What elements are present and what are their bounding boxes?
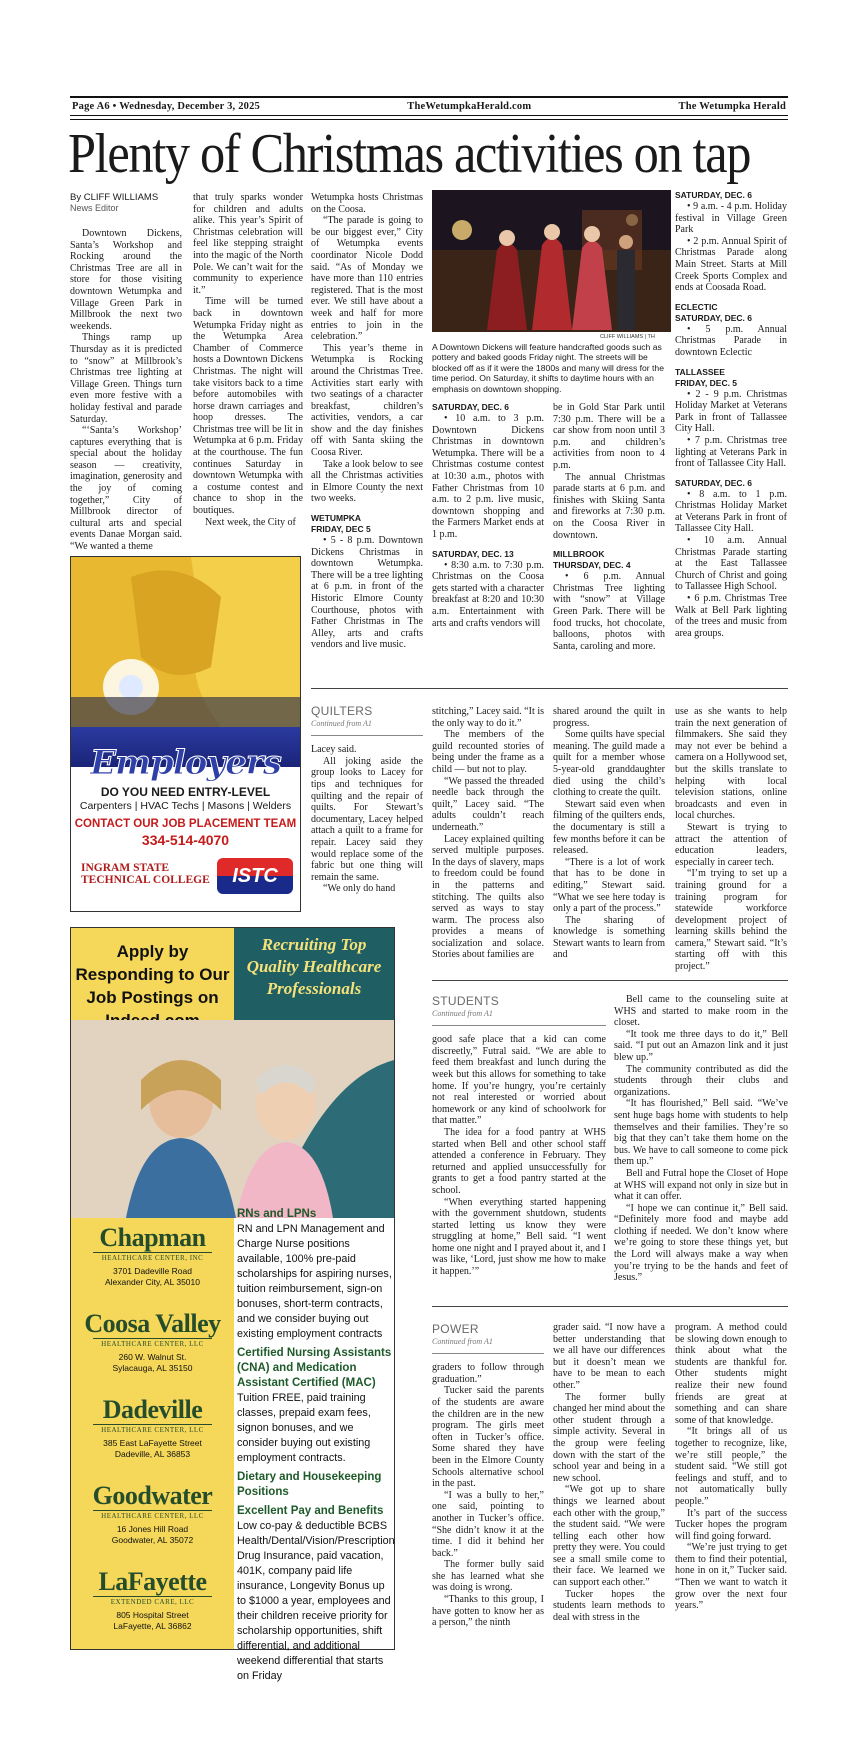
paragraph: “It has flourished,” Bell said. “We’ve sent huge bags home with students to help themselves and their families. They’re so big that they can’t take them home on the bus. We have to call someone to come pick them up.” (614, 1098, 788, 1168)
paragraph: All joking aside the group looks to Lacey for tips and techniques for quilting and the repair of quilts. For Stewart’s documentary, Lacey helped attach a quilt to a frame for repair. Lacey said they would replace some of the fabric but one thing will remain the same. (311, 755, 423, 883)
quilters-col-4 (675, 706, 787, 973)
continued-from: Continued from A1 (311, 718, 423, 737)
subhead: SATURDAY, DEC. 6 (675, 477, 752, 488)
paragraph: “We only do hand (323, 883, 396, 895)
byline (70, 192, 182, 214)
benefits-text: RN and LPN Management and Charge Nurse positions available, 100% pre-paid scholarships for aspiring nurses, tuition reimbursement, sign-on bonuses, short-term contracts, and we consider buying out existing employment contracts (237, 1223, 392, 1340)
schedule-col-b (553, 402, 665, 652)
dickens-photo (432, 190, 671, 332)
paragraph: program. A method could be slowing down enough to think about what the students are thankful for. Other students might realize their new found friends are great at something and can share some of that knowledge. (675, 1322, 787, 1426)
subhead: WETUMPKA (311, 513, 362, 524)
paragraph: “It brings all of us together to recognize, like, we’re still people,” the student said. “We still got feelings and stuff, and to not automatically bully people.” (675, 1426, 787, 1507)
welder-photo (71, 557, 300, 727)
subhead: TALLASSEE (675, 366, 725, 377)
paragraph: • 2 - 9 p.m. Christmas Holiday Market at Veterans Park in front of Tallassee City Hall. (675, 388, 787, 435)
paragraph: Stewart said even when filming of the quilters ends, the documentary is still a few months before it can be released. (553, 798, 665, 857)
benefits-text: Low co-pay & deductible BCBS Health/Dental/Vision/Prescription Drug Insurance, paid vacation, 401K, company paid life insurance, Longevity Bonus up to $1000 a year, employees and their children receive priority for scholarship opportunities, shift differential, and additional weekend differential that starts on Friday (237, 1520, 395, 1682)
paragraph: • 8 a.m. to 1 p.m. Christmas Holiday Market at Veterans Park in front of Tallassee City Hall. (675, 488, 787, 535)
quilters-col-2 (432, 706, 544, 961)
ad-trades: Carpenters | HVAC Techs | Masons | Welders (79, 800, 292, 812)
paragraph: The members of the guild recounted stories of being under the frame as a child — but not to play. (432, 729, 544, 775)
paragraph: “I’m trying to set up a training ground for a training program for statewide workforce development project of learning skills behind the camera,” Stewart said. “It’s starting off with this project.” (675, 868, 787, 973)
subhead: FRIDAY, DEC. 5 (675, 377, 738, 388)
facility-city: LaFayette, AL 36862 (113, 1621, 192, 1631)
facility-sub: HEALTHCARE CENTER, LLC (93, 1338, 212, 1348)
paragraph: “We’re just trying to get them to find their potential, hone in on it,” Tucker said. “Then we want to watch it grow over the next four years.” (675, 1542, 787, 1612)
paragraph: graders to follow through graduation.” (432, 1362, 544, 1385)
paragraph: Tucker said the parents of the students are aware the children are in the new program. The girls meet often in Tucker’s office. Some shared they have been in the Elmore County Schools alternative school in the past. (432, 1385, 544, 1490)
paragraph: Some quilts have special meaning. The guild made a quilt for a member whose 5-year-old granddaughter died using the child’s clothing to create the quilt. (553, 729, 665, 799)
carolers-illustration (432, 190, 671, 332)
facility-address: 3701 Dadeville Road (113, 1266, 192, 1276)
paragraph: The annual Christmas parade starts at 6 p.m. and finishes with Skiing Santa and fireworks at 7:30 p.m. on the Coosa River in downtown. (553, 471, 665, 541)
paragraph: Time will be turned back in downtown Wetumpka Friday night as the Wetumpka Area Chamber of Commerce hosts a Downtown Dickens Christmas. The night will take visitors back to a time before automobiles with horse drawn carriages and hoop dresses. The Christmas tree will be lit in Wetumpka at 6 p.m. Friday at the courthouse. The fun continues Saturday in downtown Wetumpka with a costume contest and chance to shop in the boutiques. (193, 296, 303, 517)
byline-role: News Editor (70, 203, 119, 213)
paragraph: Wetumpka hosts Christmas on the Coosa. (311, 192, 423, 215)
paragraph: Things ramp up Thursday as it is predicted to “snow” at Millbrook’s Christmas tree lighting at Village Green. Things turn even more festive with a holiday festival and parade Saturday. (70, 332, 182, 425)
section-title: QUILTERS (311, 704, 373, 718)
site-url[interactable]: TheWetumpkaHerald.com (407, 101, 532, 112)
paragraph: Bell and Futral hope the Closet of Hope at WHS will expand not only in size but in what it can offer. (614, 1167, 788, 1203)
paragraph: good safe place that a kid can come discreetly,” Futral said. “We are able to feed them breakfast and lunch during the week but this allows for something to take home. If you’re hungry, you’re certainly not real interested or worried about homework or any kind of schoolwork for that matter.” (432, 1034, 606, 1127)
benefits-heading: Certified Nursing Assistants (CNA) and Medication Assistant Certified (MAC) (237, 1347, 392, 1389)
paragraph: • 6 p.m. Annual Christmas Tree lighting with “snow” at Village Green Park. There will be food trucks, hot chocolate, balloons, photos with Santa, caroling and more. (553, 571, 665, 652)
paragraph: “I was a bully to her,” one said, pointing to another in Tucker’s office. “She didn’t know it at the time. I did it behind her back.” (432, 1489, 544, 1559)
facility-coosa-valley (71, 1310, 234, 1374)
section-title: POWER (432, 1322, 479, 1336)
istc-logo: ISTC (217, 858, 293, 894)
power-col-3 (675, 1322, 787, 1612)
paper-name: The Wetumpka Herald (678, 101, 786, 112)
lead-col-2 (193, 192, 303, 528)
facility-address: 260 W. Walnut St. (118, 1352, 187, 1362)
subhead: ECLECTIC (675, 301, 718, 312)
paragraph: stitching,” Lacey said. “It is the only way to do it.” (432, 706, 544, 729)
subhead: THURSDAY, DEC. 4 (553, 560, 631, 571)
paragraph: use as she wants to help train the next generation of filmmakers. She said they may not ever be behind a camera on a Hollywood set, but the skills translate to helping with local television stations, online broadcasts and even in local churches. (675, 706, 787, 822)
facility-name: Dadeville (102, 1395, 203, 1424)
facility-sub: EXTENDED CARE, LLC (93, 1596, 212, 1606)
facility-city: Dadeville, AL 36853 (114, 1449, 191, 1459)
paragraph: shared around the quilt in progress. (553, 706, 665, 729)
benefits-heading: Dietary and Housekeeping Positions (237, 1471, 382, 1498)
healthcare-ad[interactable] (70, 927, 395, 1682)
headline: Plenty of Christmas activities on tap (68, 123, 751, 185)
paragraph: “We passed the threaded needle back through the quilt,” Lacey said. “The adults couldn’t reach underneath.” (432, 775, 544, 833)
power-col-2 (553, 1322, 665, 1623)
power-col-1 (432, 1324, 544, 1629)
paragraph: It’s part of the success Tucker hopes the program will find going forward. (675, 1507, 787, 1542)
benefits-heading: RNs and LPNs (237, 1208, 317, 1220)
recruiting-text: Recruiting Top Quality Healthcare Professionals (234, 928, 394, 1020)
facility-lafayette (71, 1568, 234, 1632)
section-rule (432, 1306, 788, 1307)
subhead: SATURDAY, DEC. 6 (675, 312, 752, 323)
subhead: SATURDAY, DEC. 6 (675, 190, 752, 200)
schedule-col-c (675, 190, 787, 639)
photo-credit: CLIFF WILLIAMS | TH (600, 334, 655, 340)
paragraph: “I hope we can continue it,” Bell said. “Definitely more food and maybe add clothing if needed. We don’t know where we’re going to store these things yet, but the Lord will always make a way when you’re trying to be the hands and feet of Jesus.” (614, 1202, 788, 1284)
facility-dadeville (71, 1396, 234, 1460)
quilters-col-3 (553, 706, 665, 961)
paragraph: Downtown Dickens, Santa’s Workshop and Rocking around the Christmas Tree are all in store for those visiting downtown Wetumpka and Village Green Park in Millbrook the next two weekends. (70, 228, 182, 332)
paragraph: • 10 a.m. Annual Christmas Parade starting at the East Tallassee Church of Christ and going to Tallassee High School. (675, 535, 787, 593)
college-name: INGRAM STATE TECHNICAL COLLEGE (81, 862, 210, 886)
paragraph: • 2 p.m. Annual Spirit of Christmas Parade along Main Street. Starts at Mill Creek Sports Complex and ends at Coosada Road. (675, 235, 787, 294)
paragraph: Lacey explained quilting served multiple purposes. In the days of slavery, maps to freedom could be found in the patterns and stitching. The quilts also served as ways to stay warm. The process also provides a means of socialization and solace. Stories about families are (432, 833, 544, 961)
employers-title: Employers (90, 743, 281, 783)
paragraph: The sharing of knowledge is something Stewart wants to learn from and (553, 914, 665, 961)
paragraph: • 6 p.m. Christmas Tree Walk at Bell Park lighting of the trees and music from area groups. (675, 593, 787, 639)
facility-chapman (71, 1224, 234, 1288)
paragraph: Take a look below to see all the Christmas activities in Elmore County the next two weeks. (311, 458, 423, 505)
section-rule (432, 980, 788, 981)
paragraph: • 8:30 a.m. to 7:30 p.m. Christmas on the Coosa gets started with a character breakfast at 8:20 and 10:30 a.m. Entertainment with arts and crafts vendors will (432, 559, 544, 629)
paragraph: “It took me three days to do it,” Bell said. “I put out an Amazon link and it just blew up.” (614, 1028, 788, 1063)
ad-phone[interactable]: 334-514-4070 (141, 832, 230, 848)
facility-name: Chapman (99, 1223, 206, 1252)
facility-city: Goodwater, AL 35072 (111, 1535, 194, 1545)
continued-from: Continued from A1 (432, 1008, 606, 1027)
istc-ad[interactable] (70, 556, 301, 912)
benefits-text: Tuition FREE, paid training classes, prepaid exam fees, signon bonuses, and we consider buying out existing employment contracts. (237, 1392, 371, 1464)
paragraph: • 9 a.m. - 4 p.m. Holiday festival in Village Green Park (675, 201, 787, 236)
benefits-heading: Excellent Pay and Benefits (237, 1505, 384, 1517)
paragraph: The community contributed as did the students through their clubs and organizations. (614, 1063, 788, 1098)
nurses-illustration (71, 1020, 394, 1218)
byline-author: By CLIFF WILLIAMS (70, 192, 159, 203)
ad-contact: CONTACT OUR JOB PLACEMENT TEAM (74, 818, 297, 830)
paragraph: This year’s theme in Wetumpka is Rocking around the Christmas Tree. Activities start early with two seatings of a character breakfast, children’s activities, vendors, a car show and the day finishes off with Santa skiing the Coosa River. (311, 342, 423, 459)
page-info: Page A6 • Wednesday, December 3, 2025 (72, 101, 261, 112)
schedule-col-a (432, 402, 544, 629)
header-rule (70, 119, 788, 120)
facility-address: 805 Hospital Street (116, 1610, 189, 1620)
paragraph: The idea for a food pantry at WHS started when Bell and other school staff attended a conference in February. They returned and applied unsuccessfully for grants to get a food pantry started at the school. (432, 1126, 606, 1196)
continued-from: Continued from A1 (432, 1336, 544, 1355)
section-title: STUDENTS (432, 994, 500, 1008)
paragraph: Lacey said. (311, 744, 357, 756)
facility-name: Goodwater (92, 1481, 213, 1510)
paragraph: The former bully said she has learned what she was doing is wrong. (432, 1559, 544, 1594)
lead-col-1 (70, 192, 182, 553)
subhead: SATURDAY, DEC. 13 (432, 548, 514, 559)
paragraph: “Thanks to this group, I have gotten to know her as a person,” the ninth (432, 1594, 544, 1629)
students-col-1 (432, 996, 606, 1278)
facility-city: Sylacauga, AL 35150 (112, 1363, 193, 1373)
apply-text: Apply by Responding to Our Job Postings on (75, 942, 230, 1007)
paragraph: • 10 a.m. to 3 p.m. Downtown Dickens Christmas in downtown Wetumpka. There will be a Christmas costume contest at 10:30 a.m., photos with Father Christmas from 10 a.m. to 2 p.m. live music, downtown shopping and the Farmers Market ends at 1 p.m. (432, 413, 544, 540)
paragraph: • 5 p.m. Annual Christmas Parade in downtown Eclectic (675, 323, 787, 358)
paragraph: Stewart is trying to attract the attention of education leaders, especially in career tech. (675, 821, 787, 868)
page-header (70, 96, 788, 116)
subhead: SATURDAY, DEC. 6 (432, 402, 509, 412)
paragraph: be in Gold Star Park until 7:30 p.m. There will be a car show from noon until 3 p.m. and children’s activities from noon to 4 p.m. (553, 402, 665, 471)
paragraph: Next week, the City of (205, 516, 296, 528)
paragraph: “When everything started happening with the government shutdown, students started letting us know they were struggling at home,” Bell said. “I went home one night and I prayed about it, and I was like, ‘Lord, just show me how to make it happen.’” (432, 1196, 606, 1278)
facility-address: 385 East LaFayette Street (103, 1438, 202, 1448)
facility-name: Coosa Valley (84, 1309, 221, 1338)
paragraph: “‘Santa’s Workshop’ captures everything that is special about the holiday season — creativity, imagination, generosity and the joy of coming together,” City of Millbrook director of cultural arts and special events Danae Morgan said. “We wanted a theme (70, 425, 182, 553)
paragraph: The former bully changed her mind about the other student through a simple activity. Several in the group were feeling down with the start of the school year and being in a new school. (553, 1391, 665, 1484)
students-col-2 (614, 994, 788, 1284)
nurses-photo (71, 1020, 394, 1218)
paragraph: • 7 p.m. Christmas tree lighting at Veterans Park in front of Tallassee City Hall. (675, 434, 787, 470)
facility-goodwater (71, 1482, 234, 1546)
facility-city: Alexander City, AL 35010 (105, 1277, 200, 1287)
quilters-col-1 (311, 706, 423, 895)
paragraph: “The parade is going to be our biggest ever,” City of Wetumpka events coordinator Nicole Dodd said. “As of Monday we have more than 110 entries registered. That is the most ever. We still have about a week and half for more entries to join in the celebration.” (311, 215, 423, 343)
benefits-list (237, 1203, 395, 1684)
paragraph: “There is a lot of work that has to be done in editing,” Stewart said. “What we see here today is only a part of the process.” (553, 856, 665, 915)
facility-address: 16 Jones Hill Road (116, 1524, 189, 1534)
photo-caption: A Downtown Dickens will feature handcrafted goods such as pottery and baked goods Friday night. The streets will be blocked off as if it were the 1800s and many will dress for the time period. On Saturday, it shifts to daytime hours with an emphasis on downtown shopping. (432, 342, 664, 394)
subhead: MILLBROOK (553, 549, 605, 560)
paragraph: that truly sparks wonder for children and adults alike. This year’s Spirit of Christmas celebration will feel like stepping straight into the magic of the North Pole. We can’t wait for the community to experience it.” (193, 192, 303, 296)
ad-tagline: DO YOU NEED ENTRY-LEVEL (100, 785, 271, 799)
facility-sub: HEALTHCARE CENTER, LLC (93, 1424, 212, 1434)
paragraph: “We got up to share things we learned about each other with the group,” the student said. “We were telling each other how pretty they were. You could see a small smile come to their face. We learned we can support each other.” (553, 1484, 665, 1589)
paragraph: Tucker hopes the students learn methods to deal with stress in the (553, 1588, 665, 1623)
section-rule (311, 688, 788, 689)
paragraph: • 5 - 8 p.m. Downtown Dickens Christmas in downtown Wetumpka. There will be a tree lighting at 6 p.m. in front of the Historic Elmore County Courthouse, photos with Father Christmas in The Alley, arts and crafts vendors and live music. (311, 535, 423, 651)
lead-col-3 (311, 192, 423, 651)
facility-name: LaFayette (98, 1567, 207, 1596)
subhead: FRIDAY, DEC 5 (311, 524, 371, 535)
facility-sub: HEALTHCARE CENTER, LLC (93, 1510, 212, 1520)
welder-illustration (71, 557, 300, 727)
paragraph: Bell came to the counseling suite at WHS and started to make room in the closet. (614, 994, 788, 1029)
paragraph: grader said. “I now have a better understanding that we all have our differences but it doesn’t mean we have to be mean to each other.” (553, 1322, 665, 1391)
facility-sub: HEALTHCARE CENTER, INC (93, 1252, 212, 1262)
